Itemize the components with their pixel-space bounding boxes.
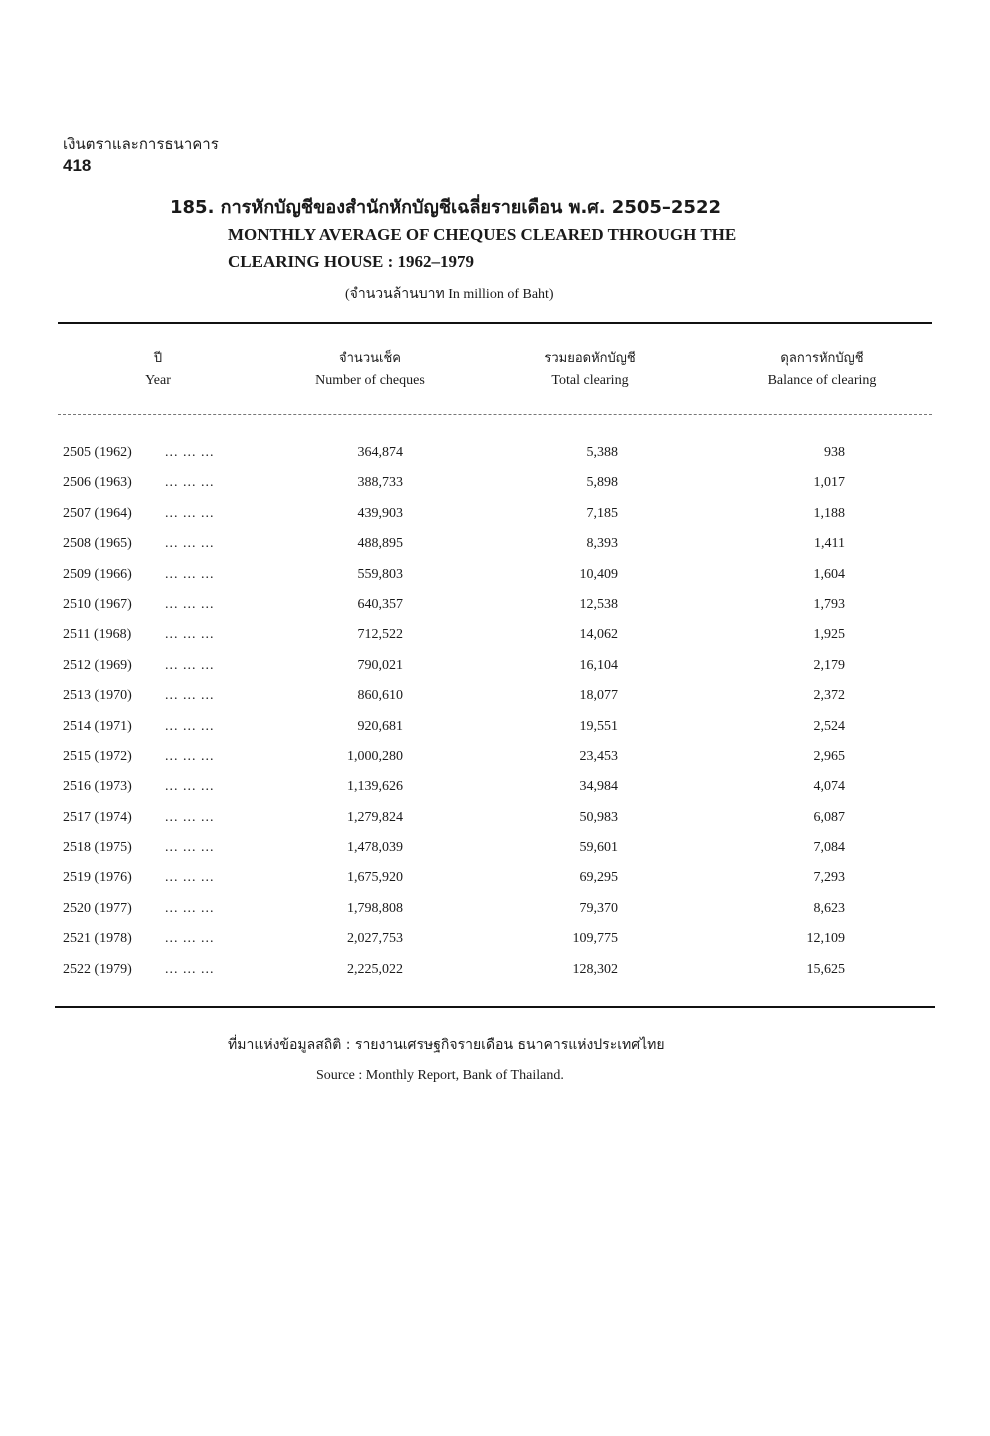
year-cell: 2522 (1979)	[63, 961, 132, 977]
balance-cell: 15,625	[806, 961, 845, 977]
balance-cell: 7,084	[813, 840, 845, 856]
table-row	[0, 502, 990, 532]
total-clearing-cell: 128,302	[572, 961, 618, 977]
column-header-cheques-thai: จำนวนเช็ค	[339, 351, 401, 366]
year-cell: 2511 (1968)	[63, 627, 132, 643]
total-clearing-cell: 19,551	[579, 718, 618, 734]
balance-cell: 1,604	[813, 566, 845, 582]
leader-dots: ... ... ...	[165, 596, 215, 612]
total-clearing-cell: 59,601	[579, 840, 618, 856]
leader-dots: ... ... ...	[165, 657, 215, 673]
table-row	[0, 715, 990, 745]
total-clearing-cell: 23,453	[579, 748, 618, 764]
total-clearing-cell: 16,104	[579, 657, 618, 673]
balance-cell: 1,017	[813, 475, 845, 491]
total-clearing-cell: 7,185	[586, 505, 618, 521]
cheques-cell: 790,021	[357, 657, 403, 673]
balance-cell: 8,623	[813, 900, 845, 916]
table-row	[0, 958, 990, 988]
year-cell: 2521 (1978)	[63, 931, 132, 947]
year-cell: 2518 (1975)	[63, 840, 132, 856]
cheques-cell: 860,610	[357, 688, 403, 704]
total-clearing-cell: 50,983	[579, 809, 618, 825]
cheques-cell: 388,733	[357, 475, 403, 491]
year-cell: 2517 (1974)	[63, 809, 132, 825]
cheques-cell: 640,357	[357, 596, 403, 612]
header-separator	[58, 414, 932, 415]
column-header-balance	[722, 348, 922, 392]
page-number: 418	[63, 156, 92, 175]
balance-cell: 12,109	[806, 931, 845, 947]
total-clearing-cell: 69,295	[579, 870, 618, 886]
column-header-cheques	[270, 348, 470, 392]
table-row	[0, 684, 990, 714]
total-clearing-cell: 5,898	[586, 475, 618, 491]
table-title-thai: 185. การหักบัญชีของสำนักหักบัญชีเฉลี่ยรายเดือน พ.ศ. 2505–2522	[170, 197, 722, 218]
balance-cell: 1,793	[813, 596, 845, 612]
leader-dots: ... ... ...	[165, 475, 215, 491]
total-clearing-cell: 109,775	[572, 931, 618, 947]
column-header-cheques-english: Number of cheques	[315, 373, 425, 388]
cheques-cell: 920,681	[357, 718, 403, 734]
cheques-cell: 364,874	[357, 445, 403, 460]
balance-cell: 2,372	[813, 688, 845, 704]
leader-dots: ... ... ...	[165, 566, 215, 582]
balance-cell: 2,965	[813, 748, 845, 764]
year-cell: 2516 (1973)	[63, 779, 132, 795]
table-row	[0, 745, 990, 775]
total-clearing-cell: 8,393	[586, 536, 618, 552]
cheques-cell: 2,225,022	[347, 961, 403, 977]
total-clearing-cell: 10,409	[579, 566, 618, 582]
table-row	[0, 806, 990, 836]
leader-dots: ... ... ...	[165, 445, 215, 460]
column-header-total	[490, 348, 690, 392]
year-cell: 2519 (1976)	[63, 870, 132, 886]
running-title: เงินตราและการธนาคาร	[63, 135, 219, 153]
year-cell: 2505 (1962)	[63, 445, 132, 460]
cheques-cell: 488,895	[357, 536, 403, 552]
cheques-cell: 1,798,808	[347, 900, 403, 916]
year-cell: 2515 (1972)	[63, 748, 132, 764]
cheques-cell: 1,478,039	[347, 840, 403, 856]
table-bottom-rule	[55, 1006, 935, 1008]
total-clearing-cell: 18,077	[579, 688, 618, 704]
table-title-english-line2: CLEARING HOUSE : 1962–1979	[228, 252, 475, 271]
leader-dots: ... ... ...	[165, 718, 215, 734]
source-note-thai: ที่มาแห่งข้อมูลสถิติ : รายงานเศรษฐกิจรายเดือน ธนาคารแห่งประเทศไทย	[228, 1037, 665, 1053]
leader-dots: ... ... ...	[165, 961, 215, 977]
balance-cell: 1,411	[814, 536, 845, 552]
balance-cell: 4,074	[813, 779, 845, 795]
source-note-english: Source : Monthly Report, Bank of Thailand.	[316, 1068, 564, 1083]
balance-cell: 6,087	[813, 809, 845, 825]
leader-dots: ... ... ...	[165, 931, 215, 947]
column-header-year-thai: ปี	[153, 351, 163, 366]
year-cell: 2514 (1971)	[63, 718, 132, 734]
leader-dots: ... ... ...	[165, 779, 215, 795]
year-cell: 2507 (1964)	[63, 505, 132, 521]
leader-dots: ... ... ...	[165, 688, 215, 704]
table-row	[0, 441, 990, 471]
table-row	[0, 775, 990, 805]
cheques-cell: 712,522	[357, 627, 403, 643]
table-row	[0, 654, 990, 684]
balance-cell: 2,524	[813, 718, 845, 734]
leader-dots: ... ... ...	[165, 627, 215, 643]
leader-dots: ... ... ...	[165, 505, 215, 521]
total-clearing-cell: 14,062	[579, 627, 618, 643]
year-cell: 2506 (1963)	[63, 475, 132, 491]
column-header-total-english: Total clearing	[551, 373, 629, 388]
total-clearing-cell: 34,984	[579, 779, 618, 795]
balance-cell: 938	[824, 445, 845, 460]
leader-dots: ... ... ...	[165, 870, 215, 886]
leader-dots: ... ... ...	[165, 748, 215, 764]
leader-dots: ... ... ...	[165, 900, 215, 916]
table-row	[0, 563, 990, 593]
year-cell: 2510 (1967)	[63, 596, 132, 612]
table-row	[0, 836, 990, 866]
table-row	[0, 471, 990, 501]
column-header-balance-english: Balance of clearing	[767, 373, 877, 388]
cheques-cell: 1,139,626	[347, 779, 403, 795]
balance-cell: 1,925	[813, 627, 845, 643]
column-header-year	[60, 348, 256, 392]
cheques-cell: 1,000,280	[347, 748, 403, 764]
year-cell: 2513 (1970)	[63, 688, 132, 704]
table-row	[0, 866, 990, 896]
cheques-cell: 439,903	[357, 505, 403, 521]
total-clearing-cell: 12,538	[579, 596, 618, 612]
cheques-cell: 1,675,920	[347, 870, 403, 886]
leader-dots: ... ... ...	[165, 840, 215, 856]
column-header-balance-thai: ดุลการหักบัญชี	[780, 351, 864, 366]
year-cell: 2520 (1977)	[63, 900, 132, 916]
balance-cell: 1,188	[813, 505, 845, 521]
balance-cell: 7,293	[813, 870, 845, 886]
year-cell: 2512 (1969)	[63, 657, 132, 673]
balance-cell: 2,179	[813, 657, 845, 673]
total-clearing-cell: 79,370	[579, 900, 618, 916]
leader-dots: ... ... ...	[165, 809, 215, 825]
table-top-rule	[58, 322, 932, 324]
year-cell: 2509 (1966)	[63, 566, 132, 582]
cheques-cell: 1,279,824	[347, 809, 403, 825]
table-row	[0, 623, 990, 653]
unit-note: (จำนวนล้านบาท In million of Baht)	[345, 287, 554, 302]
leader-dots: ... ... ...	[165, 536, 215, 552]
column-header-total-thai: รวมยอดหักบัญชี	[544, 351, 636, 366]
year-cell: 2508 (1965)	[63, 536, 132, 552]
total-clearing-cell: 5,388	[586, 445, 618, 460]
table-row	[0, 532, 990, 562]
column-header-year-english: Year	[145, 373, 171, 388]
table-row	[0, 593, 990, 623]
table-title-english-line1: MONTHLY AVERAGE OF CHEQUES CLEARED THROUGH THE	[228, 225, 737, 244]
cheques-cell: 2,027,753	[347, 931, 403, 947]
table-body	[0, 441, 990, 988]
table-row	[0, 927, 990, 957]
table-row	[0, 897, 990, 927]
cheques-cell: 559,803	[357, 566, 403, 582]
